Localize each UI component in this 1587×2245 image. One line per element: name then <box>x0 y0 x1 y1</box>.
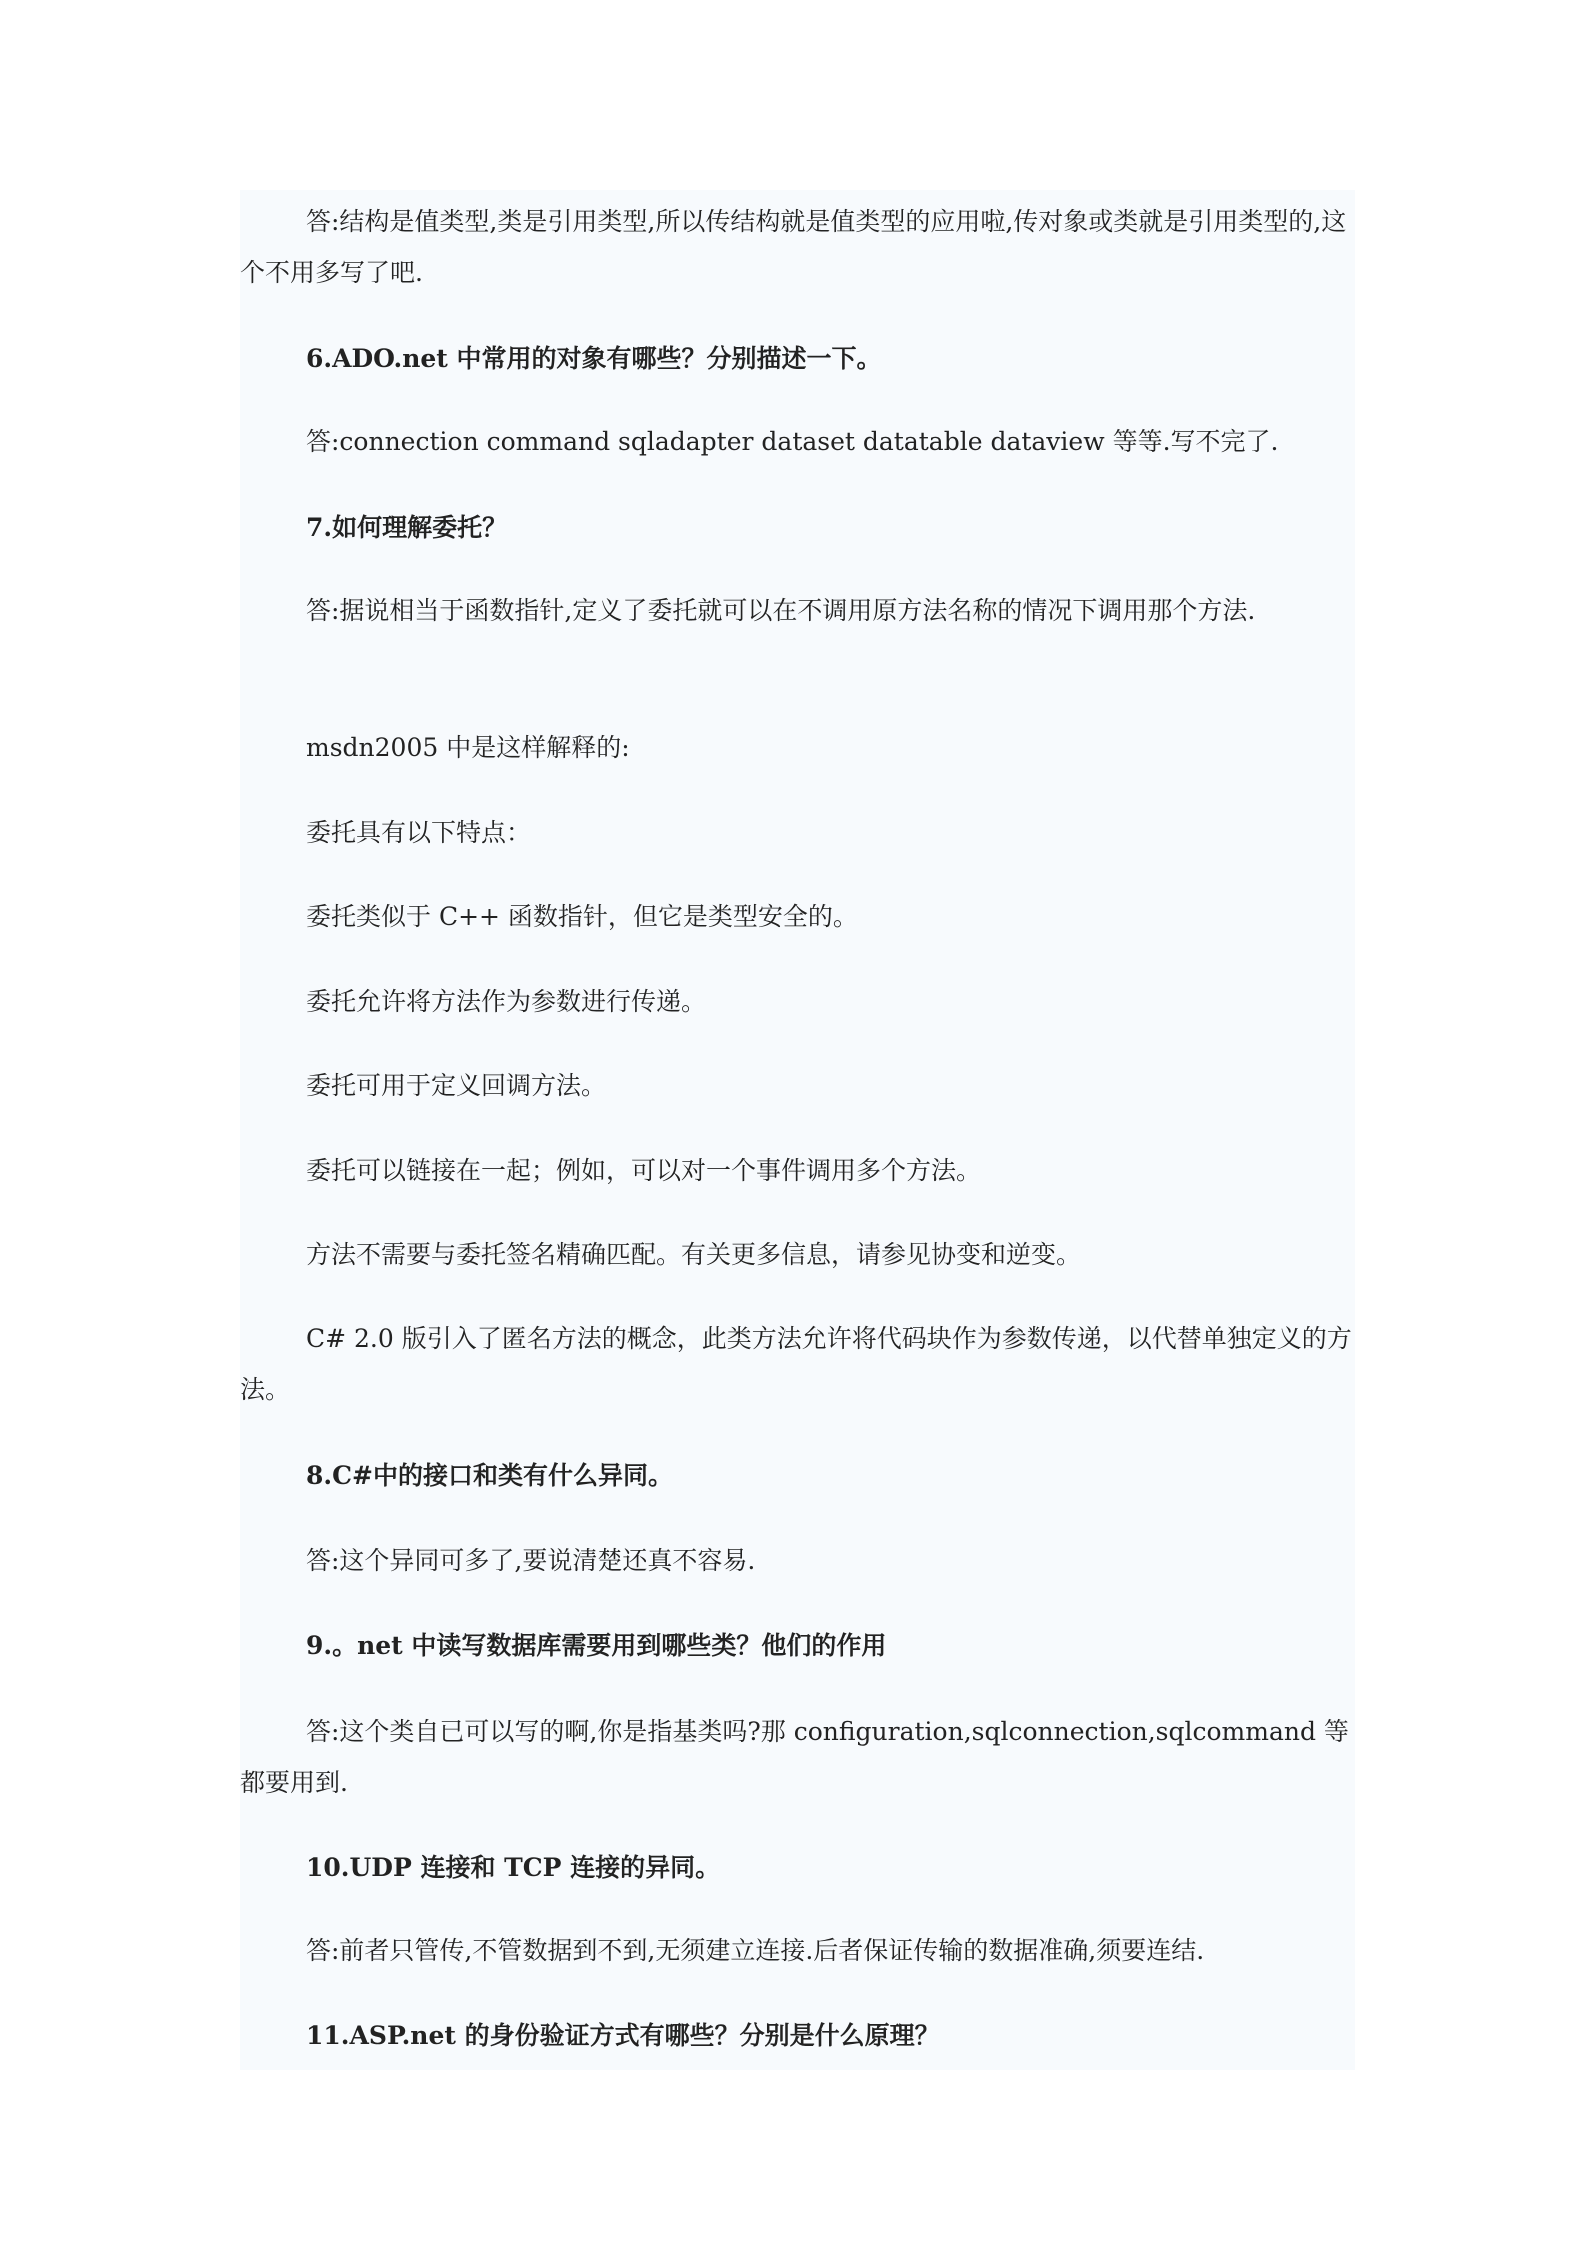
answer-paragraph: 答:结构是值类型,类是引用类型,所以传结构就是值类型的应用啦,传对象或类就是引用类型的,这个不用多写了吧. <box>240 207 1347 287</box>
body-paragraph: 委托允许将方法作为参数进行传递。 <box>306 987 707 1016</box>
body-paragraph: C# 2.0 版引入了匿名方法的概念，此类方法允许将代码块作为参数传递，以代替单独定义的方法。 <box>240 1324 1352 1404</box>
question-heading: 10.UDP 连接和 TCP 连接的异同。 <box>306 1853 721 1882</box>
question-heading: 9.。net 中读写数据库需要用到哪些类？他们的作用 <box>306 1631 887 1660</box>
body-paragraph: 委托可以链接在一起；例如，可以对一个事件调用多个方法。 <box>306 1156 982 1185</box>
answer-paragraph: 答:据说相当于函数指针,定义了委托就可以在不调用原方法名称的情况下调用那个方法. <box>306 596 1256 625</box>
question-heading: 8.C#中的接口和类有什么异同。 <box>306 1461 673 1490</box>
body-paragraph: 委托类似于 C++ 函数指针，但它是类型安全的。 <box>306 902 858 931</box>
answer-paragraph: 答:connection command sqladapter dataset datatable dataview 等等.写不完了. <box>306 427 1279 456</box>
question-heading: 11.ASP.net 的身份验证方式有哪些？分别是什么原理？ <box>306 2021 940 2050</box>
body-paragraph: 委托可用于定义回调方法。 <box>306 1071 607 1100</box>
question-heading: 7.如何理解委托？ <box>306 513 508 542</box>
question-heading: 6.ADO.net 中常用的对象有哪些？分别描述一下。 <box>306 344 882 373</box>
body-paragraph: 委托具有以下特点： <box>306 818 532 847</box>
answer-paragraph: 答:这个类自已可以写的啊,你是指基类吗?那 configuration,sqlconnection,sqlcommand 等都要用到. <box>240 1717 1349 1797</box>
body-paragraph: 方法不需要与委托签名精确匹配。有关更多信息，请参见协变和逆变。 <box>306 1240 1082 1269</box>
answer-paragraph: 答:这个异同可多了,要说清楚还真不容易. <box>306 1546 756 1575</box>
body-paragraph: msdn2005 中是这样解释的: <box>306 733 630 762</box>
answer-paragraph: 答:前者只管传,不管数据到不到,无须建立连接.后者保证传输的数据准确,须要连结. <box>306 1936 1205 1965</box>
